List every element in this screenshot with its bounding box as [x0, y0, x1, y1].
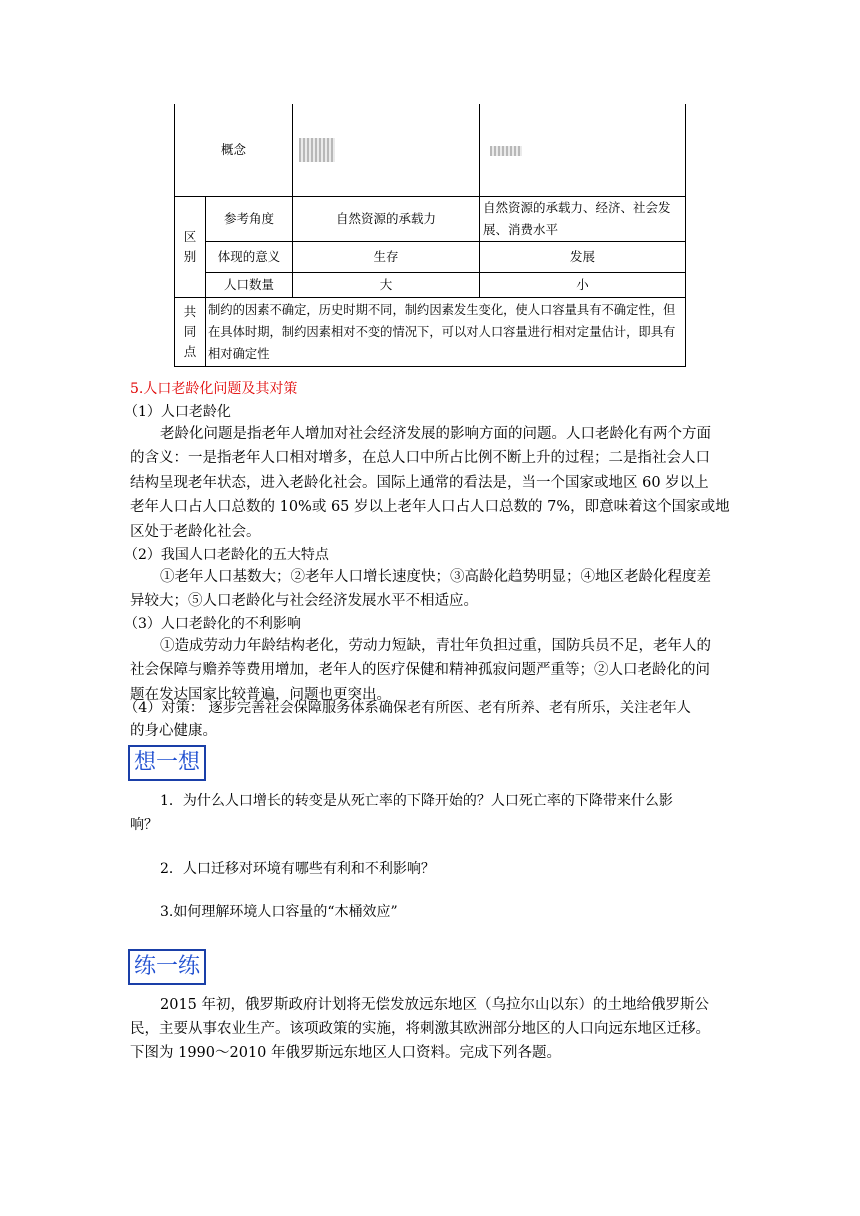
- row-cell: 小: [480, 273, 686, 298]
- subheading: （2）我国人口老龄化的五大特点: [124, 547, 329, 563]
- table-row: [175, 273, 686, 298]
- question-line: 响？: [130, 817, 158, 833]
- paragraph-line: 的含义：一是指老年人口相对增多，在总人口中所占比例不断上升的过程；二是指社会人口: [130, 450, 710, 466]
- table-row: [175, 197, 686, 242]
- diff-label: 区 别: [175, 197, 206, 298]
- concept-label: 概念: [175, 104, 293, 197]
- question-line: 3.如何理解环境人口容量的“木桶效应”: [160, 904, 398, 920]
- paragraph-line: 2015 年初，俄罗斯政府计划将无偿发放远东地区（乌拉尔山以东）的土地给俄罗斯公: [160, 997, 710, 1013]
- row-label: 参考角度: [206, 197, 293, 242]
- common-text: 制约的因素不确定，历史时期不同，制约因素发生变化，使人口容量具有不确定性，但在具体时期，制约因素相对不变的情况下，可以对人口容量进行相对定量估计，即具有相对确定性: [206, 298, 686, 367]
- paragraph-line: 下图为 1990～2010 年俄罗斯远东地区人口资料。完成下列各题。: [130, 1045, 562, 1061]
- common-label: 共 同 点: [175, 298, 206, 367]
- paragraph-line: 的身心健康。: [130, 723, 217, 739]
- paragraph-line: 社会保障与赡养等费用增加，老年人的医疗保健和精神孤寂问题严重等；②人口老龄化的问: [130, 662, 710, 678]
- question-line: 2．人口迁移对环境有哪些有利和不利影响？: [160, 861, 435, 877]
- paragraph-line: 区处于老龄化社会。: [130, 524, 261, 540]
- practice-heading: 练一练: [128, 949, 206, 985]
- paragraph-line: （4）对策： 逐步完善社会保障服务体系确保老有所医、老有所养、老有所乐，关注老年人: [124, 700, 691, 716]
- paragraph-line: 老年人口占人口总数的 10%或 65 岁以上老年人口占人口总数的 7%，即意味着这个国家或地: [130, 499, 730, 515]
- table-row: [175, 242, 686, 273]
- paragraph-line: 异较大；⑤人口老龄化与社会经济发展水平不相适应。: [130, 593, 478, 609]
- subheading: （3）人口老龄化的不利影响: [124, 616, 301, 632]
- question-line: 1．为什么人口增长的转变是从死亡率的下降开始的？人口死亡率的下降带来什么影: [160, 793, 673, 809]
- comparison-table: [174, 104, 686, 367]
- row-cell: 发展: [480, 242, 686, 273]
- section-title: 5.人口老龄化问题及其对策: [130, 381, 298, 397]
- row-label: 体现的意义: [206, 242, 293, 273]
- table-row-common: [175, 298, 686, 367]
- row-cell: 自然资源的承载力、经济、社会发展、消费水平: [480, 197, 686, 242]
- row-cell: 大: [293, 273, 480, 298]
- table-row-concept: [175, 104, 686, 197]
- concept-image-1: [293, 104, 480, 197]
- paragraph-line: 民，主要从事农业生产。该项政策的实施，将刺激其欧洲部分地区的人口向远东地区迁移。: [130, 1021, 710, 1037]
- row-label: 人口数量: [206, 273, 293, 298]
- paragraph-line: ①老年人口基数大；②老年人口增长速度快；③高龄化趋势明显；④地区老龄化程度差: [160, 569, 711, 585]
- row-cell: 生存: [293, 242, 480, 273]
- paragraph-line: 结构呈现老年状态，进入老龄化社会。国际上通常的看法是，当一个国家或地区 60 岁以上: [130, 475, 709, 491]
- paragraph-line: 题在发达国家比较普遍，问题也更突出。: [130, 687, 391, 703]
- subheading: （1）人口老龄化: [124, 404, 231, 420]
- formula-image: [490, 146, 522, 156]
- concept-image-2: [480, 104, 686, 197]
- paragraph-line: ①造成劳动力年龄结构老化，劳动力短缺，青壮年负担过重，国防兵员不足，老年人的: [160, 638, 711, 654]
- paragraph-line: 老龄化问题是指老年人增加对社会经济发展的影响方面的问题。人口老龄化有两个方面: [160, 426, 711, 442]
- row-cell: 自然资源的承载力: [293, 197, 480, 242]
- formula-image: [299, 138, 335, 162]
- think-heading: 想一想: [128, 745, 206, 781]
